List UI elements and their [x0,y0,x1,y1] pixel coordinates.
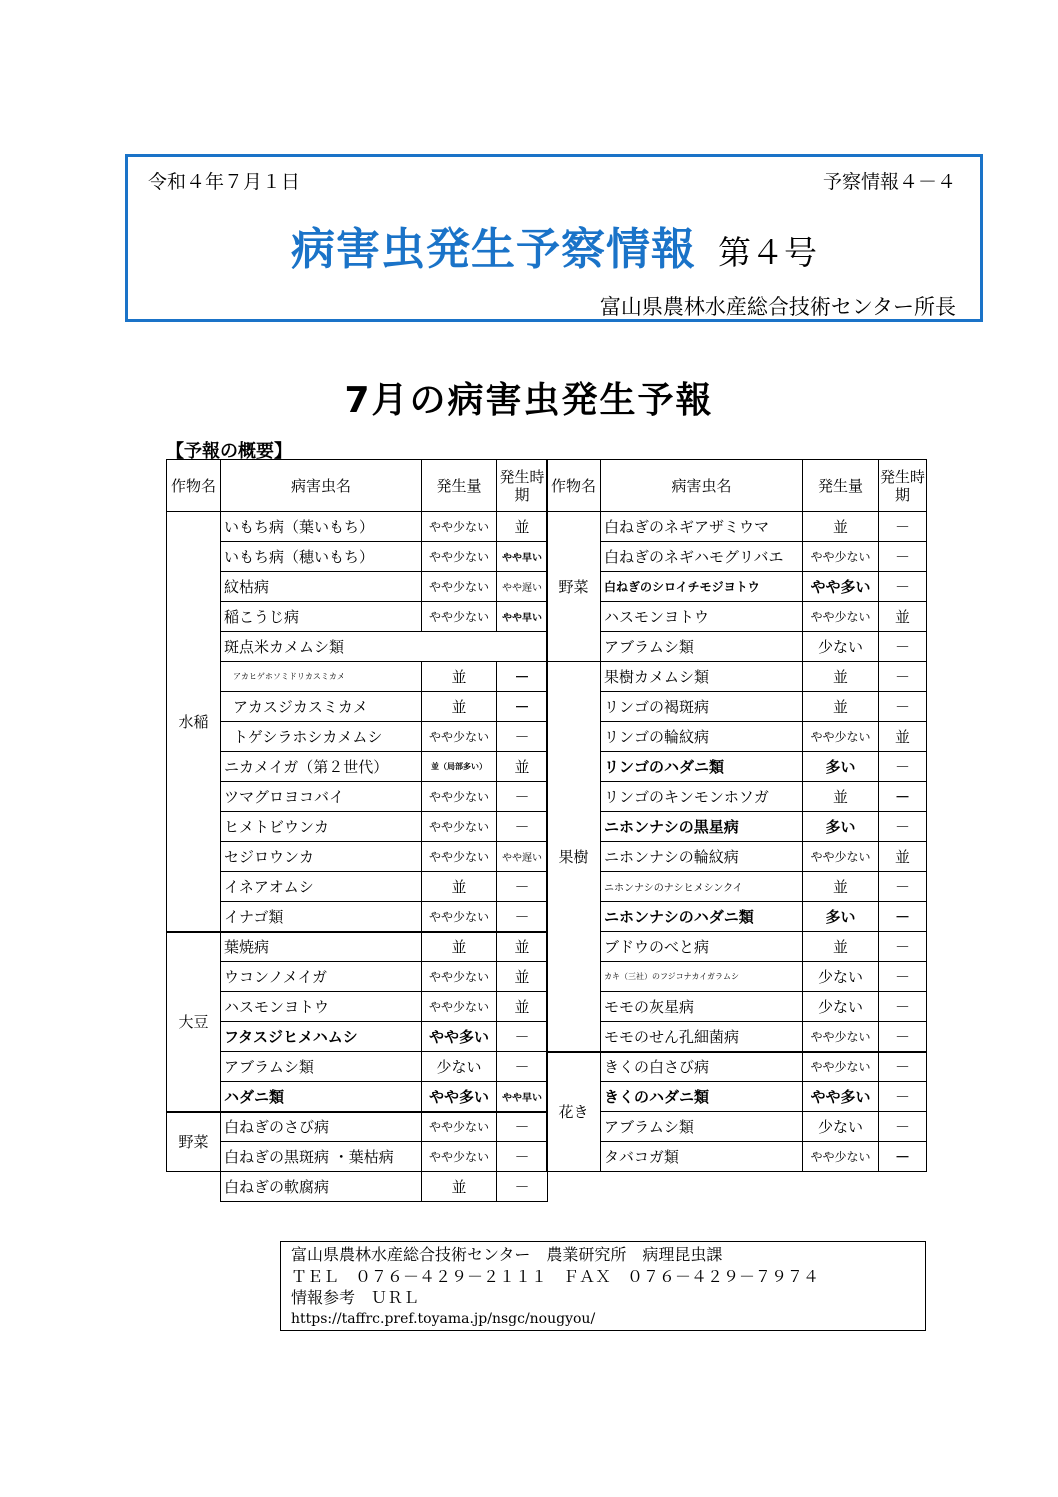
header-box [125,154,983,322]
timing-cell: － [879,992,927,1022]
table-row [547,662,927,692]
amount-cell: 少ない [803,632,879,662]
pest-name: ニホンナシのナシヒメシンクイ [601,872,803,902]
contact-department: 富山県農林水産総合技術センター 農業研究所 病理昆虫課 [291,1245,723,1264]
page-title: 7月の病害虫発生予報 [344,380,714,421]
pest-name: 白ねぎのネギアザミウマ [601,512,803,542]
timing-cell: － [879,902,927,932]
amount-cell: やや少ない [803,722,879,752]
timing-cell: 並 [497,992,548,1022]
amount-cell: やや少ない [422,962,497,992]
issue-date: 令和４年７月１日 [148,171,301,193]
timing-cell: － [879,512,927,542]
amount-cell: やや少ない [422,992,497,1022]
section-title: 【予報の概要】 [166,441,292,462]
pest-name: リンゴの輪紋病 [601,722,803,752]
timing-cell: － [497,812,548,842]
pest-name: 紋枯病 [221,572,422,602]
table-row [547,1022,927,1052]
amount-cell: やや少ない [803,1052,879,1082]
table-row [547,812,927,842]
amount-cell: やや少ない [422,782,497,812]
table-row [547,1082,927,1112]
timing-cell: やや遅い [497,572,548,602]
timing-cell: － [497,722,548,752]
timing-cell: － [497,782,548,812]
timing-cell: 並 [497,752,548,782]
pest-name: イナゴ類 [221,902,422,932]
contact-phone-fax: ＴＥＬ ０７６－４２９－２１１１ ＦＡＸ ０７６－４２９－７９７４ [291,1266,820,1286]
table-row [167,932,548,962]
table-row [167,1022,548,1052]
timing-cell: やや遅い [497,842,548,872]
amount-cell: 並 [422,932,497,962]
pest-name: リンゴのキンモンホソガ [601,782,803,812]
amount-cell: やや少ない [422,812,497,842]
pest-name: アカスジカスミカメ [221,692,422,722]
header-timing: 発生時期 [879,460,927,512]
timing-cell: － [879,812,927,842]
crop-cell-veg-left: 野菜 [167,1112,221,1172]
table-row [167,602,548,632]
timing-cell: 並 [879,842,927,872]
table-row [167,662,548,692]
amount-cell: 並 [803,872,879,902]
timing-cell: － [497,902,548,932]
pest-name: 白ねぎのさび病 [221,1112,422,1142]
amount-cell: やや少ない [422,1142,497,1172]
header-title-row [128,213,980,277]
timing-cell: － [879,962,927,992]
pest-name: ハスモンヨトウ [221,992,422,1022]
table-row [547,932,927,962]
amount-cell: やや少ない [422,512,497,542]
timing-cell: 並 [497,512,548,542]
header-amount: 発生量 [422,460,497,512]
table-row [167,1082,548,1112]
table-row [167,1112,548,1142]
pest-name: ウコンノメイガ [221,962,422,992]
table-row [547,722,927,752]
pest-name: アブラムシ類 [601,1112,803,1142]
timing-cell: 並 [497,932,548,962]
amount-cell: やや多い [422,1082,497,1112]
left-forecast-table [166,459,548,1202]
amount-cell: 並 [803,692,879,722]
amount-cell: やや少ない [422,572,497,602]
amount-cell: 並 [422,872,497,902]
amount-cell: 少ない [803,992,879,1022]
pest-name: 白ねぎの黒斑病 ・葉枯病 [221,1142,422,1172]
amount-cell: やや少ない [422,542,497,572]
amount-cell: 並 [803,782,879,812]
pest-name: イネアオムシ [221,872,422,902]
amount-cell: やや多い [422,1022,497,1052]
timing-cell: － [879,752,927,782]
pest-name: きくの白さび病 [601,1052,803,1082]
pest-group-name: 斑点米カメムシ類 [221,632,548,662]
table-row [167,1052,548,1082]
header-amount: 発生量 [803,460,879,512]
timing-cell: － [497,1142,548,1172]
amount-cell: 並 [422,692,497,722]
header-timing: 発生時期 [497,460,548,512]
table-row [547,632,927,662]
amount-cell: 少ない [803,962,879,992]
pest-name: ブドウのべと病 [601,932,803,962]
header-crop: 作物名 [167,460,221,512]
table-row [547,872,927,902]
header-crop: 作物名 [547,460,601,512]
table-row [167,812,548,842]
table-row [547,1052,927,1082]
timing-cell: やや早い [497,1082,548,1112]
timing-cell: 並 [879,722,927,752]
amount-cell: やや多い [803,1082,879,1112]
crop-cell-fruit: 果樹 [547,662,601,1052]
amount-cell: 少ない [422,1052,497,1082]
amount-cell: やや少ない [803,1142,879,1172]
pest-name: リンゴの褐斑病 [601,692,803,722]
crop-cell-soy: 大豆 [167,932,221,1112]
table-row [547,902,927,932]
timing-cell: － [497,872,548,902]
amount-cell: 並 [803,512,879,542]
pest-name: きくのハダニ類 [601,1082,803,1112]
table-row [547,992,927,1022]
table-row [167,632,548,662]
timing-cell: － [879,692,927,722]
timing-cell: やや早い [497,542,548,572]
table-row [547,512,927,542]
issuing-organization: 富山県農林水産総合技術センター所長 [599,295,956,319]
contact-url-label: 情報参考 ＵＲＬ [291,1288,420,1307]
pest-name: 白ねぎの軟腐病 [221,1172,422,1202]
timing-cell: － [879,542,927,572]
pest-name: セジロウンカ [221,842,422,872]
amount-cell: やや少ない [422,602,497,632]
pest-name: 白ねぎのシロイチモジヨトウ [601,572,803,602]
pest-name: アブラムシ類 [601,632,803,662]
pest-name: ニホンナシの黒星病 [601,812,803,842]
amount-cell: 並 [422,1172,497,1202]
timing-cell: － [497,692,548,722]
pest-name: リンゴのハダニ類 [601,752,803,782]
pest-name: ハスモンヨトウ [601,602,803,632]
amount-cell: 並 [803,662,879,692]
amount-cell: やや少ない [803,602,879,632]
table-row [167,902,548,932]
table-row [167,992,548,1022]
pest-name: 葉焼病 [221,932,422,962]
table-row [167,962,548,992]
timing-cell: 並 [497,962,548,992]
amount-cell: やや多い [803,572,879,602]
table-row [167,722,548,752]
timing-cell: － [879,1142,927,1172]
timing-cell: － [879,1082,927,1112]
pest-name: いもち病（葉いもち） [221,512,422,542]
pest-name: アカヒゲホソミドリカスミカメ [221,662,422,692]
timing-cell: － [879,872,927,902]
amount-cell: やや少ない [803,542,879,572]
pest-name: 果樹カメムシ類 [601,662,803,692]
amount-cell: やや少ない [422,902,497,932]
amount-cell: 並（局部多い） [422,752,497,782]
timing-cell: － [879,1052,927,1082]
timing-cell: － [879,1112,927,1142]
timing-cell: － [879,632,927,662]
pest-name: ヒメトビウンカ [221,812,422,842]
amount-cell: やや少ない [422,722,497,752]
amount-cell: 多い [803,902,879,932]
table-row [167,842,548,872]
table-row [167,1142,548,1172]
pest-name: ハダニ類 [221,1082,422,1112]
timing-cell: － [497,1172,548,1202]
timing-cell: － [879,932,927,962]
table-row [547,842,927,872]
timing-cell: － [497,662,548,692]
timing-cell: － [497,1052,548,1082]
table-row [167,542,548,572]
table-row [167,512,548,542]
table-row [547,602,927,632]
crop-cell-veg-right: 野菜 [547,512,601,662]
table-row [167,692,548,722]
amount-cell: やや少ない [422,1112,497,1142]
timing-cell: 並 [879,602,927,632]
pest-name: カキ（三社）のフジコナカイガラムシ [601,962,803,992]
timing-cell: やや早い [497,602,548,632]
table-row [167,1172,548,1202]
amount-cell: 並 [422,662,497,692]
table-row [547,1142,927,1172]
table-row [547,962,927,992]
table-row [547,692,927,722]
table-row [547,1112,927,1142]
header-pest: 病害虫名 [601,460,803,512]
amount-cell: 並 [803,932,879,962]
amount-cell: やや少ない [803,1022,879,1052]
pest-name: ニカメイガ（第２世代） [221,752,422,782]
amount-cell: 少ない [803,1112,879,1142]
contact-box [280,1241,926,1331]
table-row [547,752,927,782]
pest-name: いもち病（穂いもち） [221,542,422,572]
pest-name: モモのせん孔細菌病 [601,1022,803,1052]
pest-name: 白ねぎのネギハモグリバエ [601,542,803,572]
reference-number: 予察情報４－４ [822,171,956,193]
crop-cell-rice: 水稲 [167,512,221,932]
pest-name: ニホンナシの輪紋病 [601,842,803,872]
timing-cell: － [497,1022,548,1052]
table-row [547,782,927,812]
table-row [167,572,548,602]
pest-name: 稲こうじ病 [221,602,422,632]
pest-name: ニホンナシのハダニ類 [601,902,803,932]
pest-name: タバコガ類 [601,1142,803,1172]
pest-name: アブラムシ類 [221,1052,422,1082]
timing-cell: － [497,1112,548,1142]
pest-name: モモの灰星病 [601,992,803,1022]
amount-cell: やや少ない [803,842,879,872]
timing-cell: － [879,782,927,812]
pest-name: トゲシラホシカメムシ [221,722,422,752]
amount-cell: 多い [803,752,879,782]
table-row [167,872,548,902]
contact-url-link[interactable]: https://taffrc.pref.toyama.jp/nsgc/nougyou/ [291,1310,596,1327]
timing-cell: － [879,572,927,602]
right-forecast-table [546,459,927,1172]
pest-name: ツマグロヨコバイ [221,782,422,812]
amount-cell: やや少ない [422,842,497,872]
header-pest: 病害虫名 [221,460,422,512]
crop-cell-flower: 花き [547,1052,601,1172]
timing-cell: － [879,1022,927,1052]
issue-number: 第４号 [718,233,817,272]
amount-cell: 多い [803,812,879,842]
table-row [547,572,927,602]
timing-cell: － [879,662,927,692]
table-row [167,782,548,812]
table-row [547,542,927,572]
report-title: 病害虫発生予察情報 [291,224,696,275]
table-row [167,752,548,782]
pest-name: フタスジヒメハムシ [221,1022,422,1052]
